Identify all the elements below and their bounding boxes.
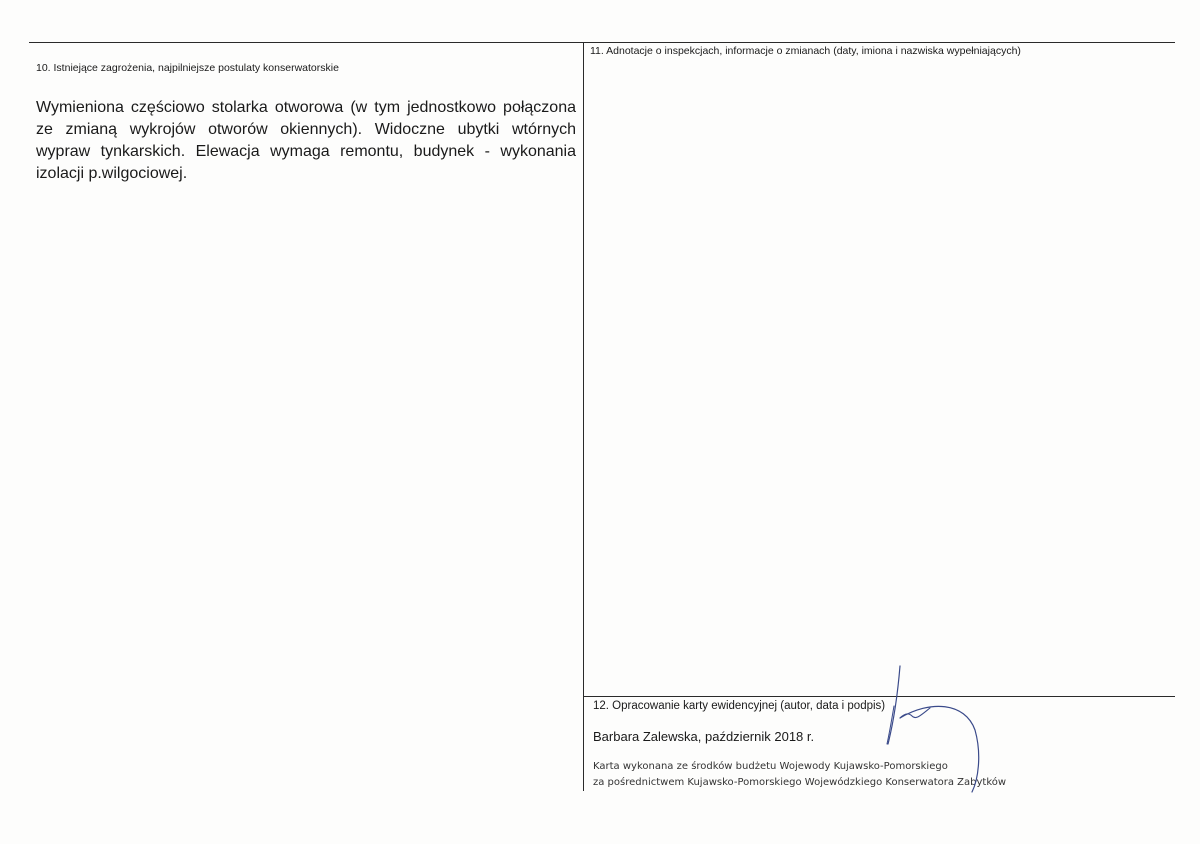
column-divider-line <box>583 42 584 791</box>
section-12-heading: 12. Opracowanie karty ewidencyjnej (autor, data i podpis) <box>593 700 886 712</box>
funding-note-line-1: Karta wykonana ze środków budżetu Wojewody Kujawsko-Pomorskiego <box>593 761 948 772</box>
section-10-heading: 10. Istniejące zagrożenia, najpilniejsze postulaty konserwatorskie <box>36 62 339 74</box>
top-border-line <box>29 42 1175 43</box>
section-11-heading: 11. Adnotacje o inspekcjach, informacje o zmianach (daty, imiona i nazwiska wypełniających) <box>590 45 1021 57</box>
section-10-body-text: Wymieniona częściowo stolarka otworowa (w tym jednostkowo połączona ze zmianą wykrojów otworów okiennych). Widoczne ubytki wtórnych wypraw tynkarskich. Elewacja wymaga remontu, budynek - wykonania izolacji p.wilgociowej. <box>36 99 576 182</box>
funding-note-line-2: za pośrednictwem Kujawsko-Pomorskiego Wojewódzkiego Konserwatora Zabytków <box>593 777 1007 788</box>
section-12-border-line <box>583 696 1175 697</box>
author-date-line: Barbara Zalewska, październik 2018 r. <box>593 729 815 744</box>
